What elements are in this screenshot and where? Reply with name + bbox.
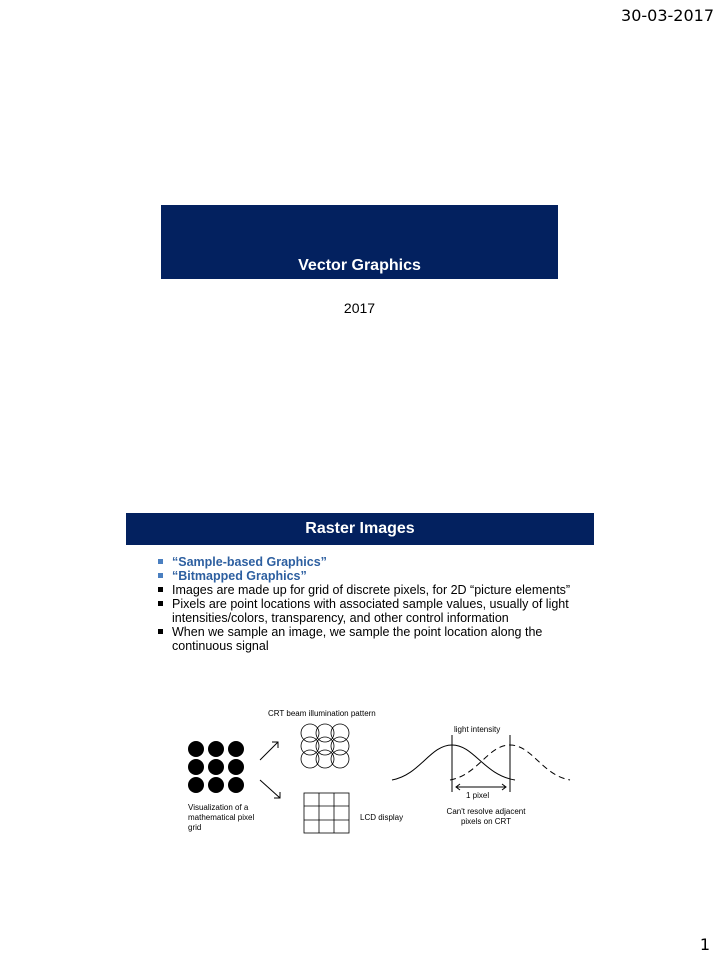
slide-date: 30-03-2017 bbox=[621, 6, 714, 25]
lcd-label: LCD display bbox=[360, 813, 404, 822]
intensity-curves bbox=[392, 735, 570, 792]
one-pixel-label: 1 pixel bbox=[466, 791, 490, 800]
slide-title: Vector Graphics bbox=[298, 257, 421, 274]
crt-resolve-label: Can't resolve adjacent pixels on CRT bbox=[446, 807, 526, 826]
diagram-graphics bbox=[160, 700, 600, 870]
bullet-item: When we sample an image, we sample the point location along the continuous signal bbox=[156, 625, 596, 653]
raster-diagram bbox=[160, 700, 600, 870]
slide-subtitle: 2017 bbox=[343, 300, 376, 316]
light-intensity-label: light intensity bbox=[454, 725, 501, 734]
title-banner bbox=[161, 205, 558, 279]
section-title: Raster Images bbox=[305, 520, 415, 537]
arrow-icons bbox=[260, 742, 280, 798]
pixel-dot-grid bbox=[188, 741, 244, 793]
bullet-item: “Sample-based Graphics” bbox=[156, 555, 596, 569]
section-header bbox=[126, 513, 594, 545]
lcd-grid bbox=[304, 793, 349, 833]
bullet-item: Pixels are point locations with associated sample values, usually of light intensities/colors, transparency, and other control information bbox=[156, 597, 596, 625]
bullet-item: Images are made up for grid of discrete pixels, for 2D “picture elements” bbox=[156, 583, 596, 597]
crt-circles bbox=[301, 724, 349, 768]
bullet-list bbox=[156, 555, 596, 653]
crt-label: CRT beam illumination pattern bbox=[268, 709, 376, 718]
bullet-item: “Bitmapped Graphics” bbox=[156, 569, 596, 583]
page-number: 1 bbox=[699, 935, 710, 954]
pixel-grid-label: Visualization of a mathematical pixel grid bbox=[188, 803, 255, 832]
